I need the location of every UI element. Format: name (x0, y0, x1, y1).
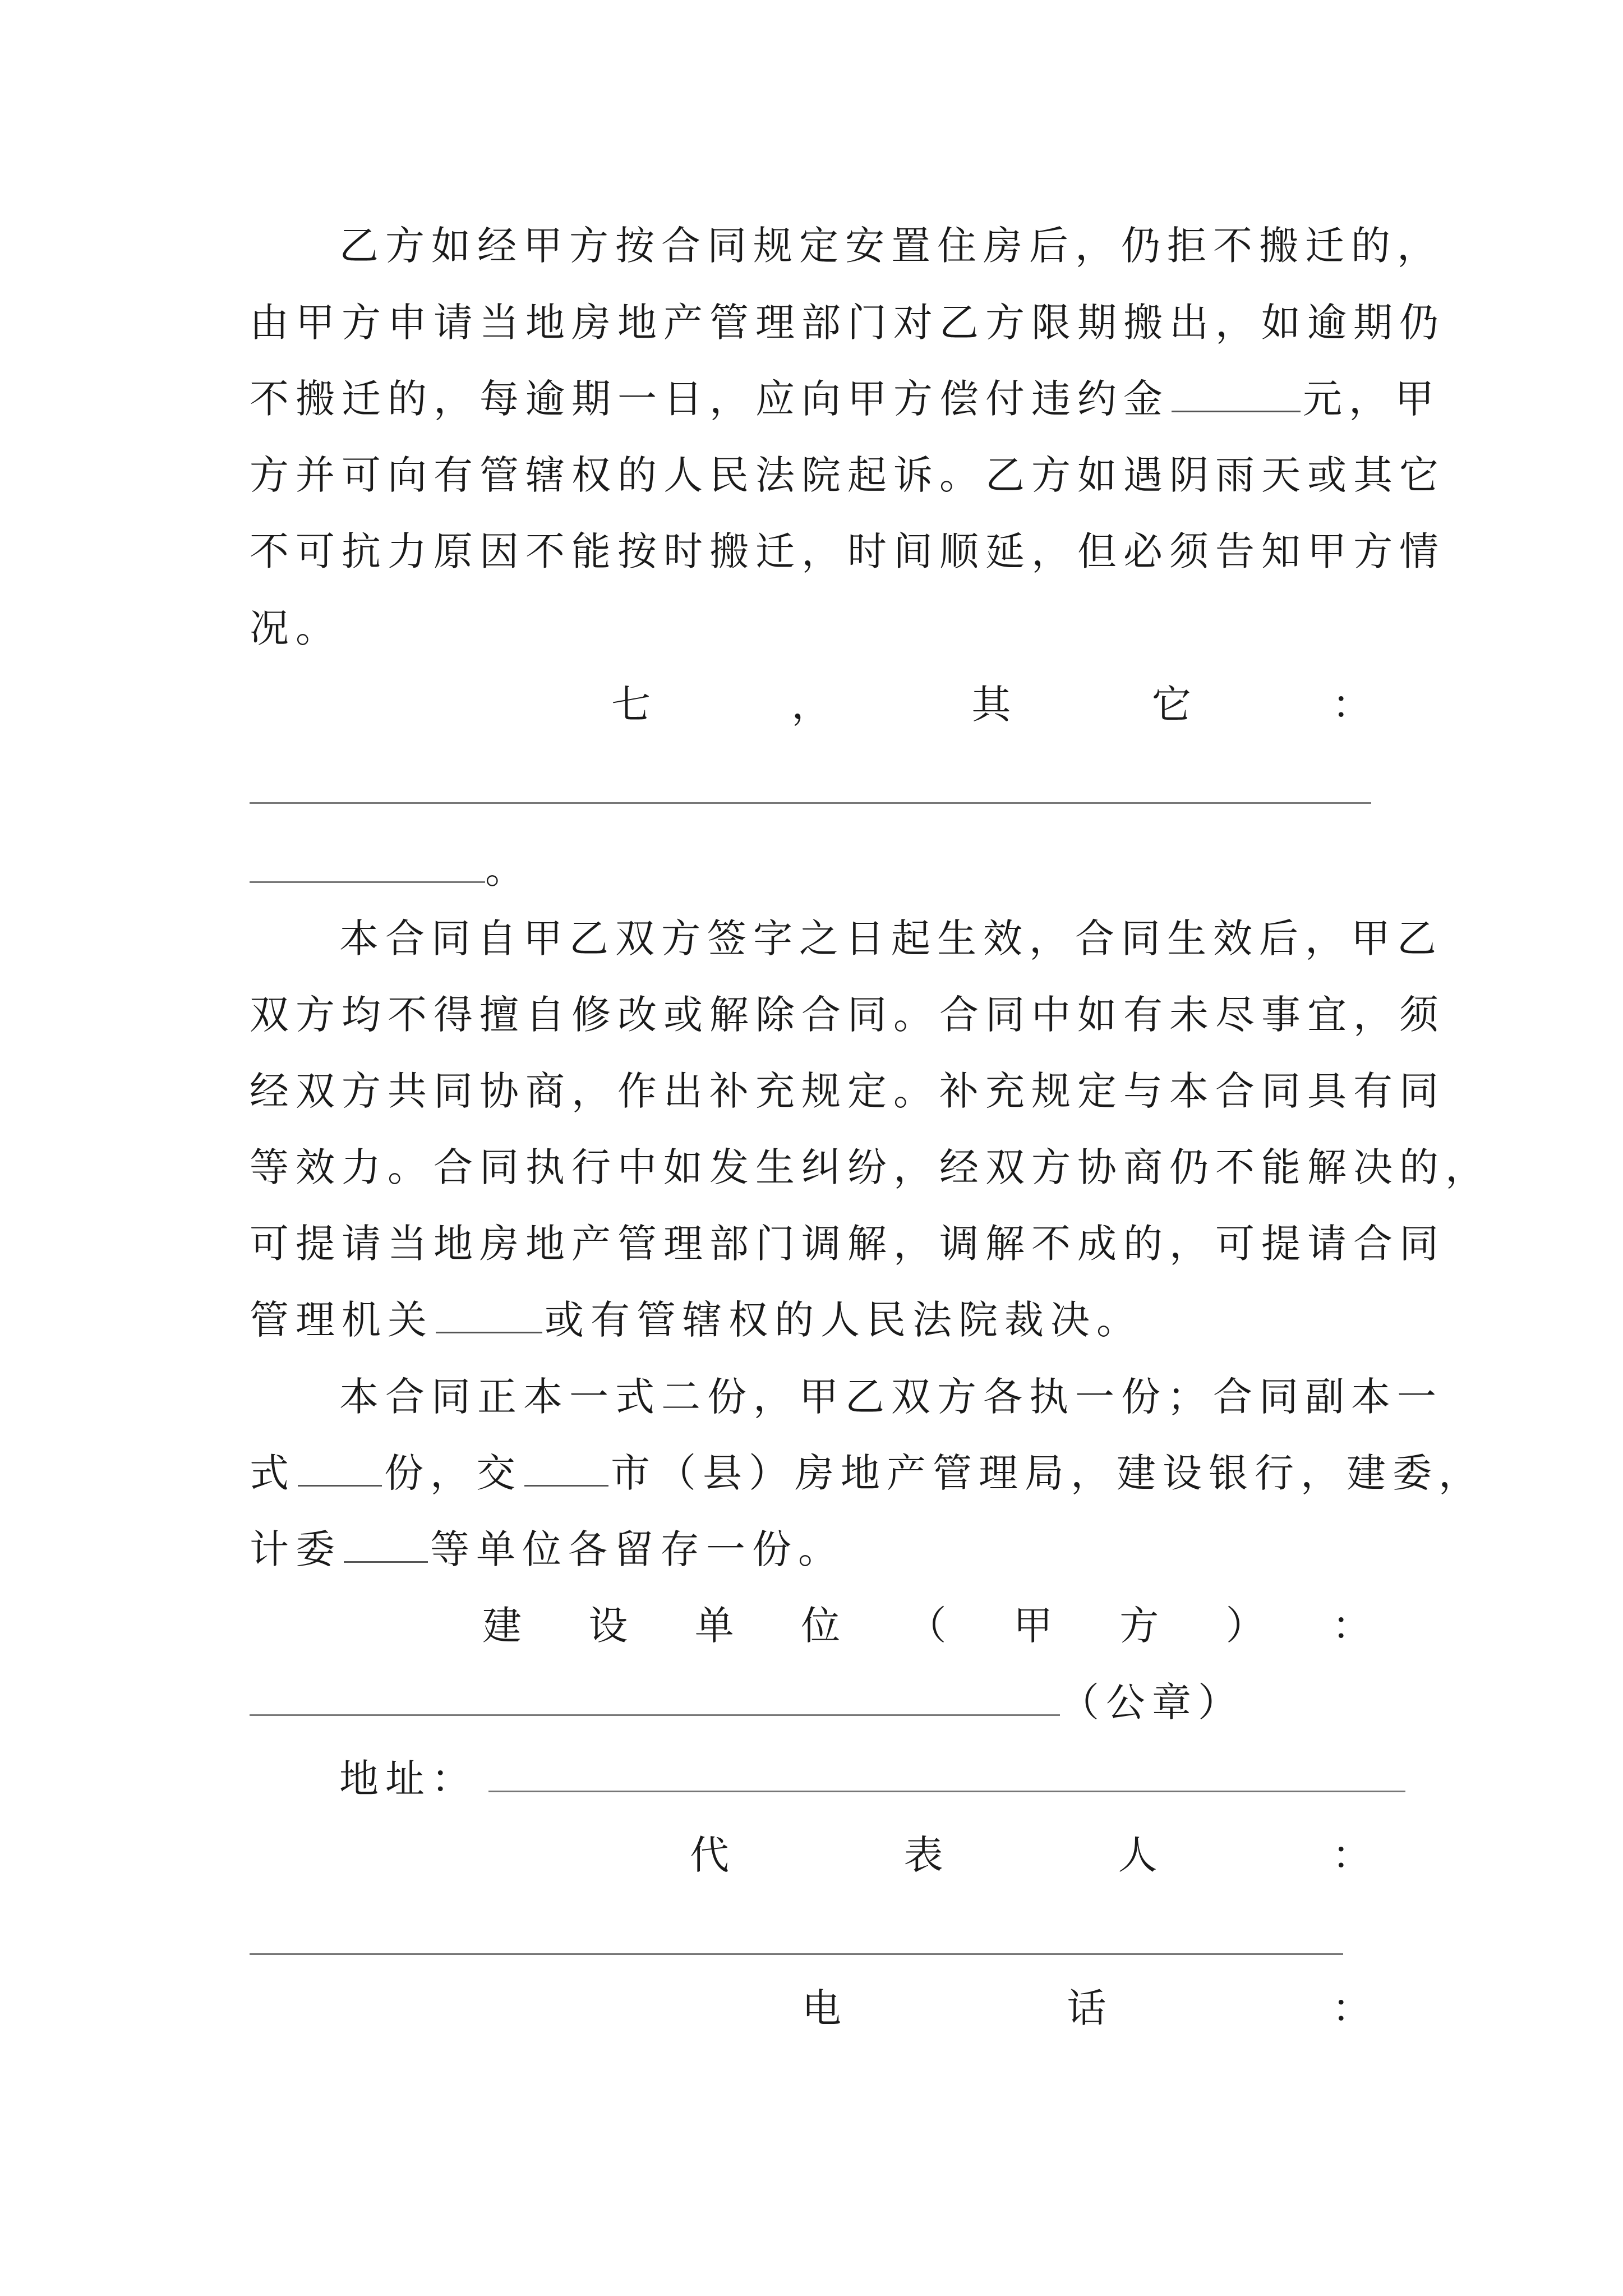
rep-char-4: ： (1331, 1832, 1371, 1878)
party-a-char-3: 单 (694, 1603, 734, 1649)
para2-line4: 等效力。合同执行中如发生纠纷，经双方协商仍不能解决的， (250, 1144, 1491, 1190)
para3-line2-c: 市（县）房地产管理局，建设银行，建委， (611, 1450, 1484, 1496)
phone-char-2: 话 (1067, 1985, 1106, 2031)
para2-line5: 可提请当地房地产管理部门调解，调解不成的，可提请合同 (250, 1221, 1445, 1267)
phone-heading (802, 1969, 1371, 2047)
para2-line1: 本合同自甲乙双方签字之日起生效，合同生效后，甲乙 (339, 915, 1443, 961)
para2-line6-before: 管理机关 (250, 1297, 434, 1343)
penalty-amount-blank[interactable] (1172, 371, 1301, 412)
section7-char-1: 七 (611, 682, 651, 728)
para1-line3-before: 不搬迁的，每逾期一日，应向甲方偿付违约金 (250, 376, 1169, 422)
para1-line6: 况。 (250, 605, 342, 651)
para1-line3 (250, 360, 1441, 438)
section7-end-mark: 。 (485, 846, 531, 892)
section7-heading (611, 665, 1371, 744)
party-a-name-fill-line[interactable] (250, 1675, 1060, 1716)
party-a-char-7: 方 (1119, 1603, 1159, 1649)
para2-line6 (250, 1281, 1394, 1359)
section7-char-3: 其 (971, 682, 1011, 728)
rep-char-3: 人 (1118, 1832, 1158, 1878)
seal-line (250, 1663, 1394, 1742)
para2-line2: 双方均不得擅自修改或解除合同。合同中如有未尽事宜，须 (250, 992, 1445, 1038)
party-a-char-1: 建 (482, 1603, 522, 1649)
para3-line3-b: 等单位各留存一份。 (430, 1526, 844, 1572)
phone-char-1: 电 (802, 1985, 841, 2031)
party-a-heading (482, 1586, 1371, 1665)
para2-line3: 经双方共同协商，作出补充规定。补充规定与本合同具有同 (250, 1068, 1445, 1114)
para1-line1: 乙方如经甲方按合同规定安置住房后，仍拒不搬迁的， (339, 223, 1443, 269)
para3-line2 (250, 1434, 1484, 1512)
para3-line3-a: 计委 (250, 1526, 342, 1572)
address-line (339, 1740, 1483, 1818)
para3-line2-b: 份，交 (384, 1450, 522, 1496)
para3-line2-a: 式 (250, 1450, 296, 1496)
address-fill-line[interactable] (488, 1751, 1405, 1792)
representative-fill-line[interactable] (250, 1953, 1343, 1955)
para3-line3 (250, 1510, 1394, 1589)
section7-char-5: ： (1332, 682, 1371, 728)
para1-line3-after: 元，甲 (1303, 376, 1441, 422)
section7-char-4: 它 (1151, 682, 1191, 728)
para1-line4: 方并可向有管辖权的人民法院起诉。乙方如遇阴雨天或其它 (250, 452, 1445, 498)
copies-count-blank[interactable] (298, 1446, 382, 1487)
rep-char-2: 表 (903, 1832, 943, 1878)
para1-line5: 不可抗力原因不能按时搬迁，时间顺延，但必须告知甲方情 (250, 528, 1445, 574)
seal-label: （公章） (1060, 1680, 1244, 1726)
phone-char-3: ： (1332, 1985, 1371, 2031)
committee-blank[interactable] (344, 1522, 428, 1563)
para3-line1: 本合同正本一式二份，甲乙双方各执一份；合同副本一 (339, 1374, 1443, 1420)
section7-fill-line-2[interactable] (250, 842, 485, 883)
party-a-char-9: ： (1332, 1603, 1371, 1649)
party-a-char-4: 位 (801, 1603, 841, 1649)
section7-line2 (250, 830, 1394, 909)
party-a-char-2: 设 (588, 1603, 628, 1649)
section7-fill-line-1[interactable] (250, 802, 1371, 804)
city-blank[interactable] (524, 1446, 608, 1487)
party-a-char-6: 甲 (1013, 1603, 1053, 1649)
representative-heading (690, 1816, 1371, 1894)
party-a-char-8: ） (1225, 1603, 1265, 1649)
address-label: 地址： (339, 1756, 477, 1802)
rep-char-1: 代 (690, 1832, 729, 1878)
para2-line6-after: 或有管辖权的人民法院裁决。 (545, 1297, 1142, 1343)
authority-blank[interactable] (436, 1292, 542, 1333)
section7-char-2: ， (791, 682, 831, 728)
para1-line2: 由甲方申请当地房地产管理部门对乙方限期搬出，如逾期仍 (250, 300, 1445, 346)
party-a-char-5: （ (907, 1603, 947, 1649)
